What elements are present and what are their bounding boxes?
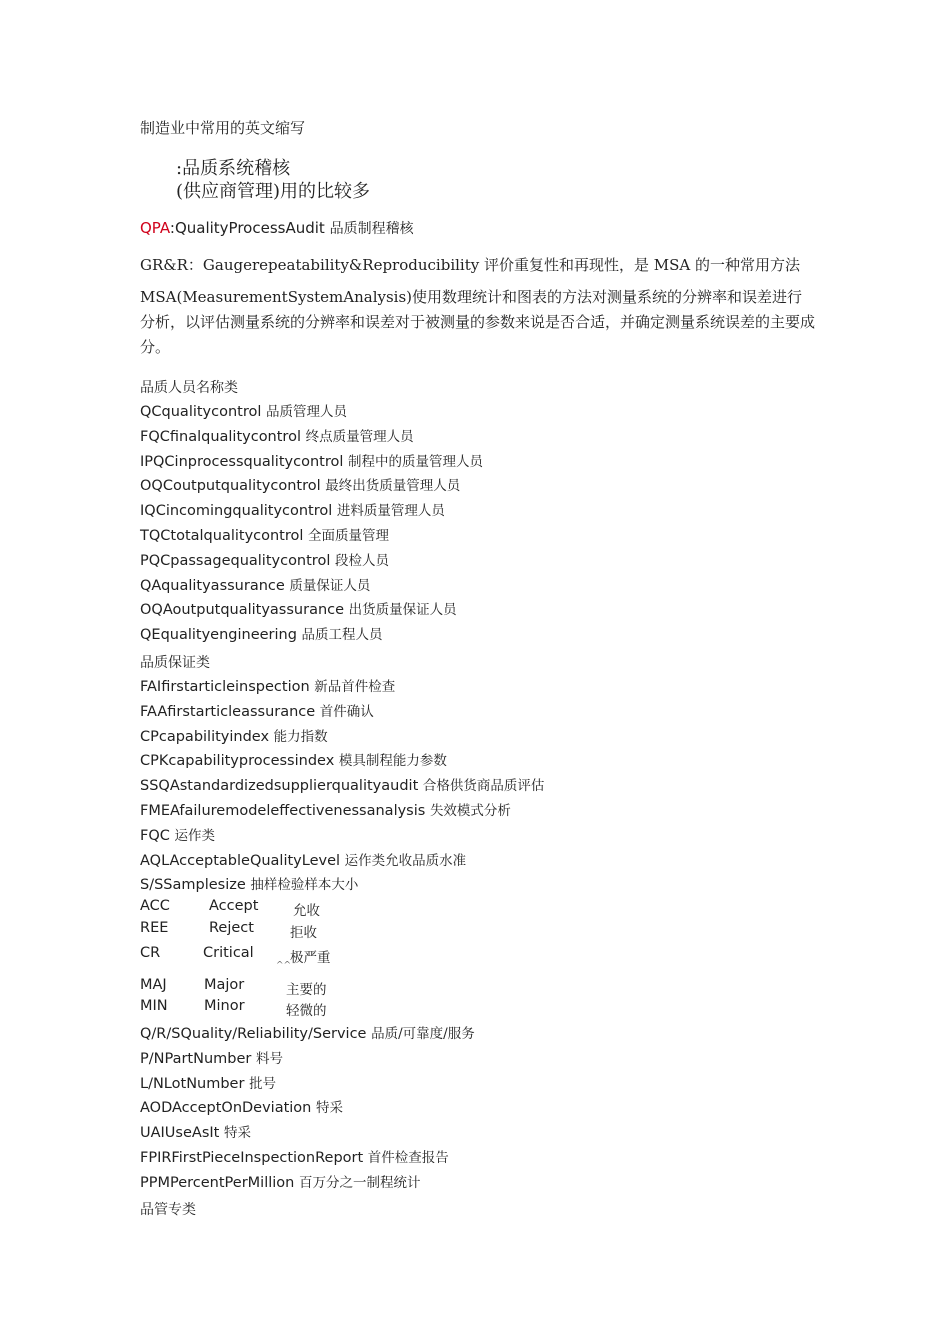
glossary-entry xyxy=(140,598,457,618)
section-heading-assurance: 品质保证类 xyxy=(140,655,210,671)
page-title: 制造业中常用的英文缩写 xyxy=(140,119,306,137)
entry-abbreviation: QCqualitycontrol xyxy=(140,404,262,420)
entry-abbreviation: UAIUseAsIt xyxy=(140,1125,220,1142)
glossary-entry xyxy=(140,425,414,445)
entry-chinese: 出货质量保证人员 xyxy=(348,602,457,619)
entry-abbreviation: FQCfinalqualitycontrol xyxy=(140,428,301,445)
glossary-entry xyxy=(140,849,466,869)
glossary-entry xyxy=(140,1072,276,1092)
entry-chinese: 百万分之一制程统计 xyxy=(298,1174,421,1191)
glossary-entry xyxy=(140,799,511,819)
entry-abbreviation: FAAfirstarticleassurance xyxy=(140,703,316,720)
entry-chinese: 批号 xyxy=(249,1075,277,1092)
entry-chinese: 终点质量管理人员 xyxy=(305,428,414,445)
entry-chinese: 质量保证人员 xyxy=(289,577,371,594)
entry-abbreviation: OQCoutputqualitycontrol xyxy=(140,478,321,495)
glossary-entry xyxy=(140,725,328,745)
entry-chinese: 首件确认 xyxy=(319,703,374,720)
entry-chinese: 模具制程能力参数 xyxy=(338,753,447,770)
grade-cn: 拒收 xyxy=(290,925,317,941)
glossary-entry xyxy=(140,675,395,695)
glossary-entry xyxy=(140,499,445,519)
section-heading-personnel: 品质人员名称类 xyxy=(140,380,238,396)
qpa-line xyxy=(140,218,414,238)
entry-abbreviation: TQCtotalqualitycontrol xyxy=(140,528,304,544)
entry-abbreviation: IQCincomingqualitycontrol xyxy=(140,503,333,520)
entry-abbreviation: QEqualityengineering xyxy=(140,627,297,644)
grade-cn: 主要的 xyxy=(286,982,327,998)
qpa-english: QualityProcessAudit xyxy=(174,219,325,237)
grade-en: Minor xyxy=(204,998,245,1014)
entry-chinese: 品质管理人员 xyxy=(266,404,348,420)
entry-abbreviation: AODAcceptOnDeviation xyxy=(140,1100,312,1117)
grade-en: Critical xyxy=(203,945,254,961)
glossary-entry xyxy=(140,749,447,769)
glossary-entry xyxy=(140,549,389,569)
entry-abbreviation: Q/R/SQuality/Reliability/Service xyxy=(140,1026,367,1042)
entry-abbreviation: PPMPercentPerMillion xyxy=(140,1174,295,1191)
entry-chinese: 段检人员 xyxy=(334,552,389,569)
glossary-entry xyxy=(140,700,374,720)
entry-chinese: 全面质量管理 xyxy=(308,528,390,544)
subtitle-supplier-management: (供应商管理)用的比较多 xyxy=(176,181,371,202)
entry-abbreviation: QAqualityassurance xyxy=(140,577,285,594)
entry-abbreviation: L/NLotNumber xyxy=(140,1075,245,1092)
qpa-chinese: 品质制程稽核 xyxy=(329,221,414,237)
entry-chinese: 失效模式分析 xyxy=(429,803,511,819)
entry-chinese: 首件检查报告 xyxy=(367,1150,449,1166)
entry-chinese: 新品首件检查 xyxy=(314,679,396,695)
entry-abbreviation: OQAoutputqualityassurance xyxy=(140,602,345,619)
subtitle-system-audit: :品质系统稽核 xyxy=(176,158,291,179)
entry-chinese: 能力指数 xyxy=(273,728,328,745)
grade-abbr: MIN xyxy=(140,998,168,1014)
entry-abbreviation: FQC xyxy=(140,827,170,844)
msa-definition: MSA(MeasurementSystemAnalysis)使用数理统计和图表的方法对测量系统的分辨率和误差进行分析，以评估测量系统的分辨率和误差对于被测量的参数来说是否合适，并确定测量系统误差的主要成分。 xyxy=(140,288,816,356)
entry-chinese: 抽样检验样本大小 xyxy=(250,877,359,894)
entry-chinese: 进料质量管理人员 xyxy=(336,503,445,520)
entry-abbreviation: FAIfirstarticleinspection xyxy=(140,679,310,695)
glossary-entry xyxy=(140,474,460,494)
glossary-entry xyxy=(140,774,544,794)
entry-chinese: 特采 xyxy=(315,1100,343,1117)
grade-en: Reject xyxy=(209,920,254,936)
glossary-entry xyxy=(140,400,347,420)
entry-abbreviation: IPQCinprocessqualitycontrol xyxy=(140,453,344,470)
glossary-entry xyxy=(140,1022,475,1042)
glossary-entry xyxy=(140,524,389,544)
entry-chinese: 品质/可靠度/服务 xyxy=(371,1026,475,1042)
grade-abbr: ACC xyxy=(140,898,170,914)
glossary-entry xyxy=(140,450,483,470)
entry-abbreviation: P/NPartNumber xyxy=(140,1050,252,1067)
glossary-entry xyxy=(140,824,215,844)
grade-abbr: MAJ xyxy=(140,977,167,993)
glossary-entry xyxy=(140,1146,449,1166)
grade-note-mark: ^^ xyxy=(276,961,292,971)
entry-abbreviation: S/SSamplesize xyxy=(140,877,246,894)
glossary-entry xyxy=(140,623,383,643)
entry-chinese: 制程中的质量管理人员 xyxy=(347,453,483,470)
entry-chinese: 特采 xyxy=(223,1125,251,1142)
section-heading-management: 品管专类 xyxy=(140,1202,196,1218)
entry-abbreviation: CPKcapabilityprocessindex xyxy=(140,753,335,770)
entry-abbreviation: FMEAfailuremodeleffectivenessanalysis xyxy=(140,803,426,819)
glossary-entry xyxy=(140,873,358,893)
glossary-entry xyxy=(140,1171,420,1191)
grade-en: Accept xyxy=(209,898,259,914)
entry-abbreviation: AQLAcceptableQualityLevel xyxy=(140,852,341,869)
entry-abbreviation: SSQAstandardizedsupplierqualityaudit xyxy=(140,778,419,795)
qpa-separator: : xyxy=(169,219,175,237)
entry-chinese: 料号 xyxy=(255,1050,283,1067)
entry-abbreviation: FPIRFirstPieceInspectionReport xyxy=(140,1150,364,1166)
entry-chinese: 合格供货商品质评估 xyxy=(422,778,545,795)
entry-chinese: 品质工程人员 xyxy=(301,627,383,644)
entry-chinese: 最终出货质量管理人员 xyxy=(325,478,461,495)
glossary-entry xyxy=(140,574,370,594)
grade-abbr: CR xyxy=(140,945,161,961)
grade-cn: 允收 xyxy=(293,903,320,919)
entry-chinese: 运作类 xyxy=(174,827,215,844)
grade-cn: 轻微的 xyxy=(286,1003,327,1019)
glossary-entry xyxy=(140,1096,343,1116)
glossary-entry xyxy=(140,1121,251,1141)
glossary-entry xyxy=(140,1047,283,1067)
entry-chinese: 运作类允收品质水准 xyxy=(344,852,467,869)
grade-cn: 极严重 xyxy=(290,950,331,966)
entry-abbreviation: CPcapabilityindex xyxy=(140,728,270,745)
grade-abbr: REE xyxy=(140,920,169,936)
entry-abbreviation: PQCpassagequalitycontrol xyxy=(140,552,331,569)
grr-definition: GR&R：Gaugerepeatability&Reproducibility 评价重复性和再现性，是 MSA 的一种常用方法 xyxy=(140,256,800,274)
grade-en: Major xyxy=(204,977,245,993)
qpa-abbr: QPA xyxy=(140,219,170,237)
